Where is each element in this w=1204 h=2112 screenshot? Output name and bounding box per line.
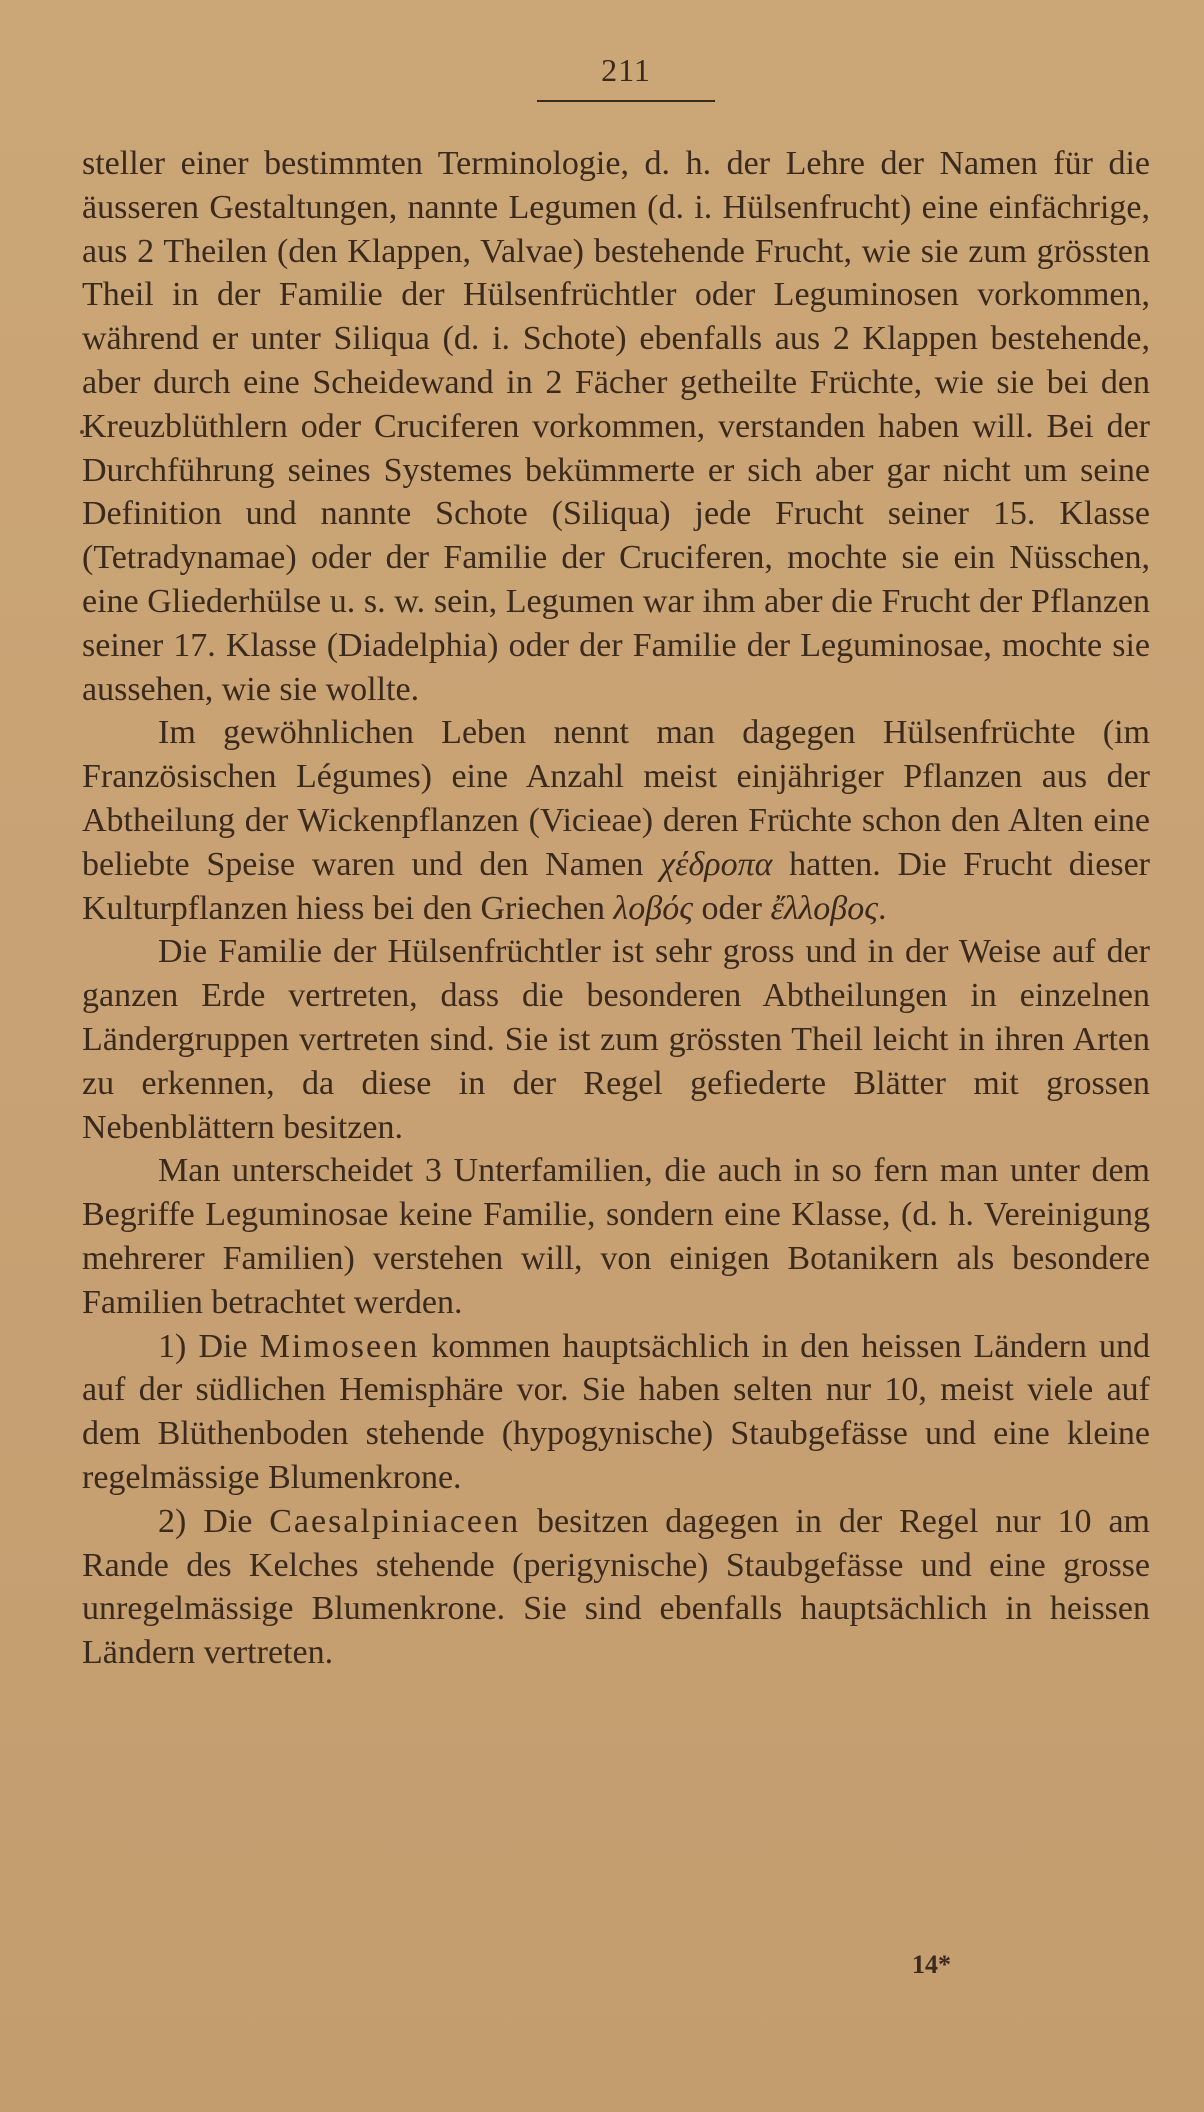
paragraph-5-text: kommen hauptsächlich in den heissen Ländern und auf der südlichen Hemisphäre vor. Sie haben selten nur 10, meist viele auf dem Blüthenboden stehende (hypogynische) Staubgefässe und eine kleine regelmässige Blumenkrone.	[82, 1327, 1150, 1496]
term-mimoseen: Mimoseen	[259, 1327, 420, 1365]
paragraph-2	[82, 711, 1150, 930]
paragraph-5-number: 1) Die	[158, 1327, 260, 1365]
paragraph-5	[82, 1325, 1150, 1500]
paragraph-4: Man unterscheidet 3 Unterfamilien, die auch in so fern man unter dem Begriffe Leguminosae keine Familie, sondern eine Klasse, (d. h. Vereinigung mehrerer Familien) verstehen will, von einigen Botanikern als besondere Familien betrachtet werden.	[82, 1152, 1150, 1321]
paragraph-6-text: besitzen dagegen in der Regel nur 10 am Rande des Kelches stehende (perigynische) Staubgefässe und eine grosse unregelmässige Blumenkrone. Sie sind ebenfalls hauptsächlich in heissen Ländern vertreten.	[82, 1502, 1150, 1672]
header-rule	[537, 100, 715, 102]
paragraph-2-text-c: oder	[693, 889, 771, 927]
term-caesalpiniaceen: Caesalpiniaceen	[269, 1502, 521, 1540]
paragraph-2-text-a: Im gewöhnlichen Leben nennt man dagegen Hülsenfrüchte (im Französischen Légumes) eine Anzahl meist einjähriger Pflanzen aus der Abtheilung der Wickenpflanzen (Vicieae) deren Früchte schon den Alten eine beliebte Speise waren und den Namen	[82, 714, 1150, 883]
page-number: 211	[601, 52, 651, 88]
signature-mark: 14*	[912, 1950, 951, 1979]
greek-word-ellobos: ἔλλοβος	[770, 889, 879, 927]
paragraph-2-text-d: .	[878, 889, 887, 927]
paragraph-2-text-b: hatten. Die Frucht dieser Kulturpflanzen hiess bei den Griechen	[82, 845, 1150, 927]
paragraph-6	[82, 1500, 1150, 1675]
greek-word-lobos: λοβός	[613, 889, 694, 927]
paragraph-3: Die Familie der Hülsenfrüchtler ist sehr gross und in der Weise auf der ganzen Erde vertreten, dass die besonderen Abtheilungen in einzelnen Ländergruppen vertreten sind. Sie ist zum grössten Theil leicht in ihren Arten zu erkennen, da diese in der Regel gefiederte Blätter mit grossen Nebenblättern besitzen.	[82, 933, 1150, 1146]
body-text	[82, 142, 1150, 1675]
paragraph-1: steller einer bestimmten Terminologie, d. h. der Lehre der Namen für die äusseren Gestaltungen, nannte Legumen (d. i. Hülsenfrucht) eine einfächrige, aus 2 Theilen (den Klappen, Valvae) bestehende Frucht, wie sie zum grössten Theil in der Familie der Hülsenfrüchtler oder Leguminosen vorkommen, während er unter Siliqua (d. i. Schote) ebenfalls aus 2 Klappen bestehende, aber durch eine Scheidewand in 2 Fächer getheilte Früchte, wie sie bei den Kreuzblüthlern oder Cruciferen vorkommen, verstanden haben will. Bei der Durchführung seines Systemes bekümmerte er sich aber gar nicht um seine Definition und nannte Schote (Siliqua) jede Frucht seiner 15. Klasse (Tetradynamae) oder der Familie der Cruciferen, mochte sie ein Nüsschen, eine Gliederhülse u. s. w. sein, Legumen war ihm aber die Frucht der Pflanzen seiner 17. Klasse (Diadelphia) oder der Familie der Leguminosae, mochte sie aussehen, wie sie wollte.	[82, 145, 1150, 708]
paragraph-6-number: 2) Die	[158, 1502, 270, 1540]
greek-word-chedropa: χέδροπα	[660, 845, 773, 883]
